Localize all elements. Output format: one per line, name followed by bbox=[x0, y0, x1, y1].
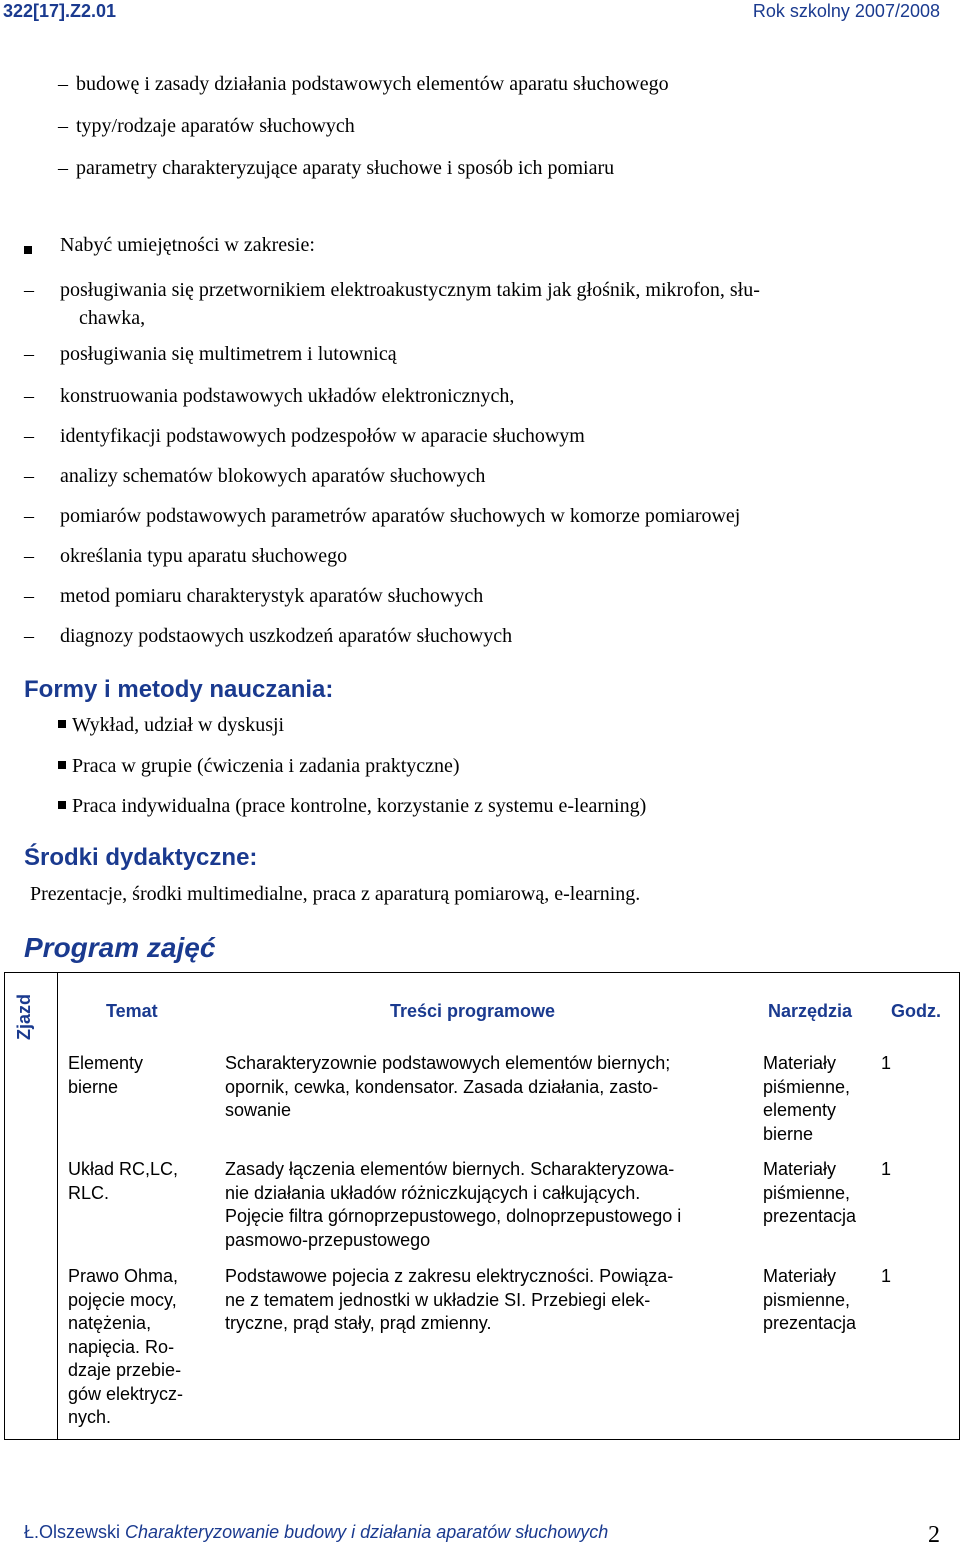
table-row-1-godz: 1 bbox=[881, 1053, 892, 1073]
method-item: Wykład, udział w dyskusji bbox=[58, 714, 284, 737]
column-header-tresci: Treści programowe bbox=[390, 1001, 556, 1021]
aids-text: Prezentacje, środki multimedialne, praca z aparaturą pomiarową, e-learning. bbox=[30, 883, 641, 905]
table-row-1-narzedzia: Materiały piśmienne, elementy bierne bbox=[763, 1053, 851, 1144]
method-item: Praca indywidualna (prace kontrolne, korzystanie z systemu e-learning) bbox=[58, 795, 646, 818]
footer bbox=[24, 1522, 608, 1543]
table-row-1-tresci: Scharakteryzownie podstawowych elementów biernych; opornik, cewka, kondensator. Zasada działania, zasto- sowanie bbox=[225, 1053, 671, 1120]
knowledge-item: – budowę i zasady działania podstawowych elementów aparatu słuchowego bbox=[58, 73, 669, 95]
table-row-2-tresci: Zasady łączenia elementów biernych. Scharakteryzowa- nie działania układów różniczkujących i całkujących. Pojęcie filtra górnoprzepustowego, dolnoprzepustowego i pasmowo-przepustowego bbox=[225, 1159, 682, 1250]
column-header-godz: Godz. bbox=[891, 1001, 941, 1021]
knowledge-item: – typy/rodzaje aparatów słuchowych bbox=[58, 115, 355, 137]
table-row-3-tresci: Podstawowe pojecia z zakresu elektryczności. Powiąza- ne z tematem jednostki w układzie SI. Przebiegi elek- tryczne, prąd stały, prąd zmienny. bbox=[225, 1266, 674, 1333]
page-number: 2 bbox=[928, 1522, 940, 1548]
aids-heading: Środki dydaktyczne: bbox=[24, 844, 258, 871]
methods-heading: Formy i metody nauczania: bbox=[24, 676, 334, 703]
bullet-icon bbox=[58, 720, 66, 728]
table-row-2-temat: Układ RC,LC, RLC. bbox=[68, 1159, 179, 1203]
column-header-narzedzia: Narzędzia bbox=[768, 1001, 853, 1021]
column-header-temat: Temat bbox=[106, 1001, 158, 1021]
bullet-icon bbox=[58, 801, 66, 809]
footer-author: Ł.Olszewski bbox=[24, 1522, 121, 1542]
table-row-1-temat: Elementy bierne bbox=[68, 1053, 144, 1097]
table-row-3-narzedzia: Materiały pismienne, prezentacja bbox=[763, 1266, 857, 1333]
program-heading: Program zajęć bbox=[24, 932, 216, 963]
table-row-3-godz: 1 bbox=[881, 1266, 892, 1286]
bullet-icon bbox=[24, 241, 32, 259]
bullet-icon bbox=[58, 761, 66, 769]
knowledge-item: – parametry charakteryzujące aparaty słuchowe i sposób ich pomiaru bbox=[58, 157, 615, 179]
footer-title: Charakteryzowanie budowy i działania aparatów słuchowych bbox=[125, 1522, 609, 1542]
table-row-2-godz: 1 bbox=[881, 1159, 892, 1179]
document-code: 322[17].Z2.01 bbox=[3, 1, 117, 21]
table-row-3-temat: Prawo Ohma, pojęcie mocy, natężenia, napięcia. Ro- dzaje przebie- gów elektrycz- nych. bbox=[68, 1266, 184, 1427]
method-item: Praca w grupie (ćwiczenia i zadania praktyczne) bbox=[58, 755, 460, 778]
table-row-2-narzedzia: Materiały piśmienne, prezentacja bbox=[763, 1159, 857, 1226]
school-year: Rok szkolny 2007/2008 bbox=[752, 1, 940, 21]
skills-heading: Nabyć umiejętności w zakresie: bbox=[60, 234, 315, 256]
column-header-zjazd: Zjazd bbox=[14, 993, 34, 1040]
